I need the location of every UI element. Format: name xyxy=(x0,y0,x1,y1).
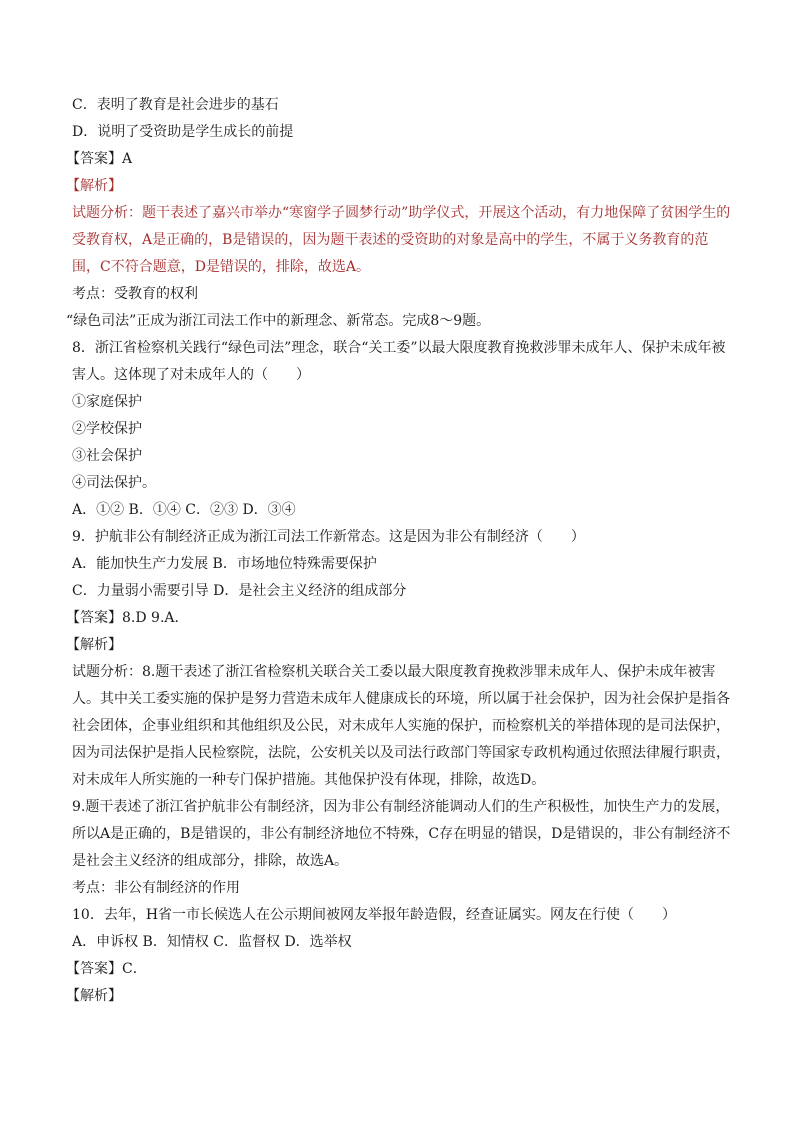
analysis-9: 9.题干表述了浙江省护航非公有制经济，因为非公有制经济能调动人们的生产积极性，加快生产力的发展，所以A是正确的，B是错误的，非公有制经济地位不特殊，C存在明显的错误，D是错误的，非公有制经济不是社会主义经济的组成部分，排除，故选A。 xyxy=(72,799,731,869)
q7-answer: 【答案】A xyxy=(66,151,133,167)
q9-stem: 9．护航非公有制经济正成为浙江司法工作新常态。这是因为非公有制经济（ ） xyxy=(72,529,585,545)
analysis-8-9-tag: 【解析】 xyxy=(66,637,122,653)
answer-8-9: 【答案】8.D 9.A． xyxy=(66,610,189,626)
q10-stem: 10．去年，H省一市长候选人在公示期间被网友举报年龄造假，经查证属实。网友在行使（ ） xyxy=(72,907,677,923)
q7-option-d: D．说明了受资助是学生成长的前提 xyxy=(72,124,294,140)
q7-kaodian: 考点：受教育的权利 xyxy=(72,286,198,302)
q8-options: A．①② B．①④ C．②③ D．③④ xyxy=(72,502,296,518)
q7-analysis: 试题分析：题干表述了嘉兴市举办“寒窗学子圆梦行动”助学仪式，开展这个活动，有力地保障了贫困学生的受教育权，A是正确的，B是错误的，因为题干表述的受资助的对象是高中的学生，不属于义务教育的范围，C不符合题意，D是错误的，排除，故选A。 xyxy=(72,205,731,275)
q8-item: ①家庭保护 xyxy=(72,394,142,410)
q10-analysis-tag: 【解析】 xyxy=(66,988,122,1004)
q10-options: A．申诉权 B．知情权 C．监督权 D．选举权 xyxy=(72,934,352,950)
q8-stem: 8．浙江省检察机关践行“绿色司法”理念，联合“关工委”以最大限度教育挽救涉罪未成年人、保护未成年被害人。这体现了对未成年人的（ ） xyxy=(72,340,726,383)
q8-item: ③社会保护 xyxy=(72,448,142,464)
q8-item: ④司法保护。 xyxy=(72,475,156,491)
q10-answer: 【答案】C． xyxy=(66,961,147,977)
q9-options-ab: A．能加快生产力发展 B．市场地位特殊需要保护 xyxy=(72,556,377,572)
analysis-8: 试题分析：8.题干表述了浙江省检察机关联合关工委以最大限度教育挽救涉罪未成年人、保护未成年被害人。其中关工委实施的保护是努力营造未成年人健康成长的环境，所以属于社会保护，因为社会保护是指各社会团体，企事业组织和其他组织及公民，对未成年人实施的保护，而检察机关的举措体现的是司法保护，因为司法保护是指人民检察院，法院，公安机关以及司法行政部门等国家专政机构通过依照法律履行职责，对未成年人所实施的一种专门保护措施。其他保护没有体现，排除，故选D。 xyxy=(72,664,730,788)
q7-option-c: C．表明了教育是社会进步的基石 xyxy=(72,97,279,113)
q8-item: ②学校保护 xyxy=(72,421,142,437)
kaodian-8-9: 考点：非公有制经济的作用 xyxy=(72,880,240,896)
q9-options-cd: C．力量弱小需要引导 D．是社会主义经济的组成部分 xyxy=(72,583,407,599)
intro-8-9: “绿色司法”正成为浙江司法工作中的新理念、新常态。完成8～9题。 xyxy=(66,313,491,329)
q7-analysis-tag: 【解析】 xyxy=(66,178,122,194)
